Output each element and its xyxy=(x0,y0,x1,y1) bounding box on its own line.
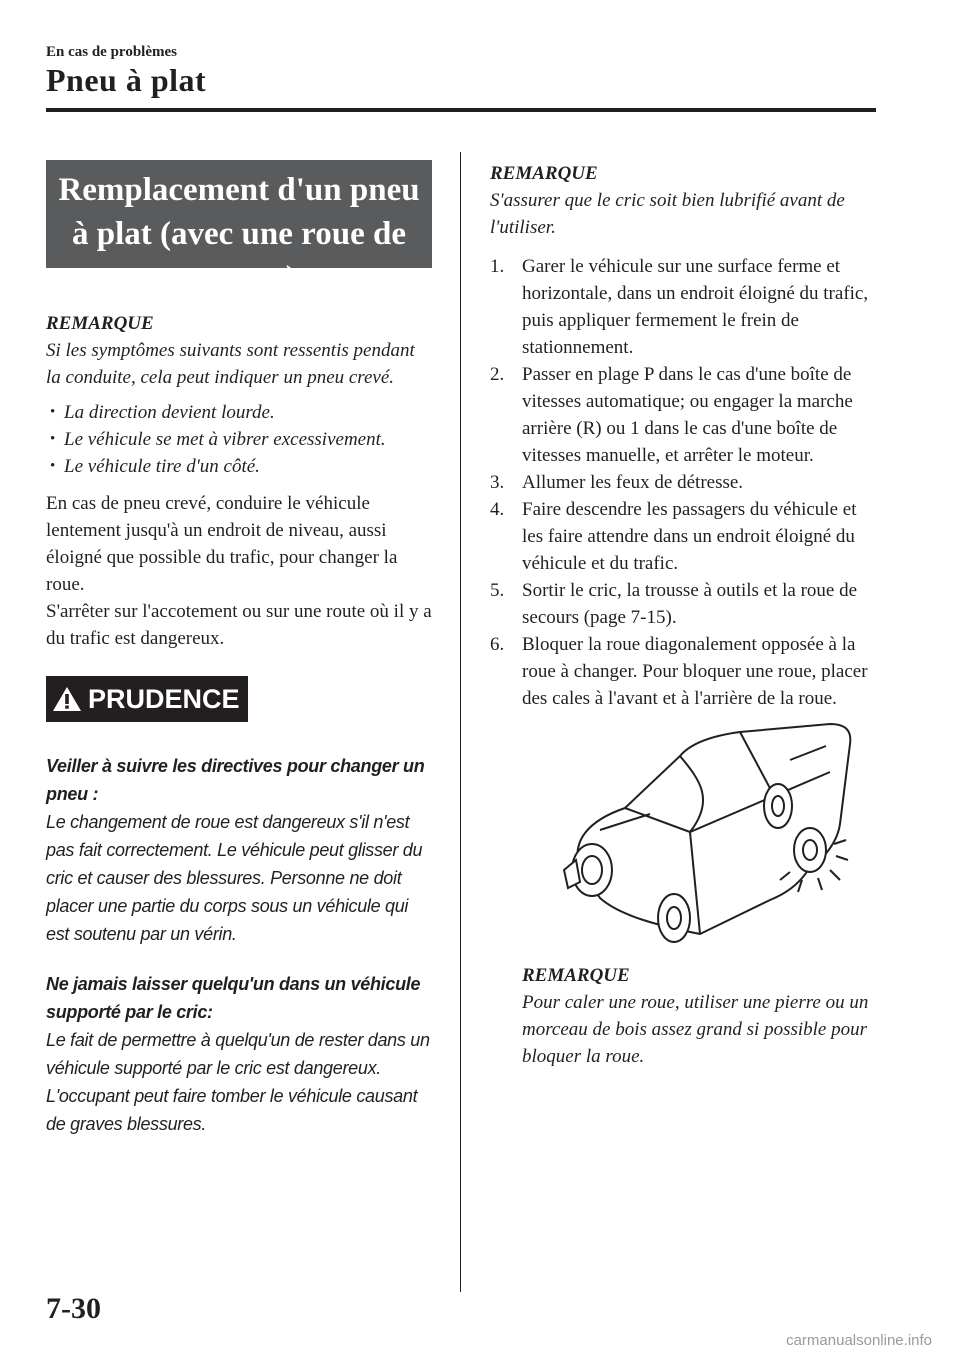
page-number: 7-30 xyxy=(46,1292,101,1325)
procedure-steps xyxy=(490,253,880,712)
note-text: Si les symptômes suivants sont ressentis pendant la conduite, cela peut indiquer un pneu crevé. xyxy=(46,340,415,388)
step-number: 2. xyxy=(490,364,505,385)
section-heading-line: à plat (avec une roue de xyxy=(72,216,406,252)
header-divider xyxy=(46,108,876,112)
step-number: 4. xyxy=(490,499,505,520)
step-text: Sortir le cric, la trousse à outils et la roue de secours (page 7-15). xyxy=(522,580,858,628)
step-item xyxy=(490,631,880,712)
symptom-list xyxy=(46,399,432,480)
note-label: REMARQUE xyxy=(46,313,154,334)
step-number: 5. xyxy=(490,580,505,601)
list-item: • Le véhicule se met à vibrer excessivement. xyxy=(46,426,432,453)
caution-heading: Veiller à suivre les directives pour changer un pneu : xyxy=(46,756,425,804)
section-heading xyxy=(46,160,432,296)
step-number: 1. xyxy=(490,256,505,277)
wheel-chock-illustration xyxy=(540,720,870,946)
column-divider xyxy=(460,152,461,1292)
warning-icon xyxy=(52,685,82,713)
right-column xyxy=(490,160,880,1070)
step-item xyxy=(490,253,880,361)
watermark: carmanualsonline.info xyxy=(786,1332,932,1349)
page-title: Pneu à plat xyxy=(46,62,207,98)
caution-text: Le fait de permettre à quelqu'un de rester dans un véhicule supporté par le cric est dangereux. L'occupant peut faire tomber le véhicule causant de graves blessures. xyxy=(46,1030,430,1134)
step-text: Allumer les feux de détresse. xyxy=(522,472,744,493)
section-label: En cas de problèmes xyxy=(46,44,177,60)
step-item xyxy=(490,577,880,631)
step-number: 6. xyxy=(490,634,505,655)
note-label: REMARQUE xyxy=(522,965,630,986)
step-text: Garer le véhicule sur une surface ferme et horizontale, dans un endroit éloigné du trafic, puis appliquer fermement le frein de stationnement. xyxy=(522,256,869,358)
caution-badge xyxy=(46,676,248,722)
step-text: Bloquer la roue diagonalement opposée à la roue à changer. Pour bloquer une roue, placer des cales à l'avant et à l'arrière de la roue. xyxy=(522,634,868,709)
caution-text: Le changement de roue est dangereux s'il n'est pas fait correctement. Le véhicule peut glisser du cric et causer des blessures. Personne ne doit placer une partie du corps sous un véhicule qui est soutenu par un vérin. xyxy=(46,812,423,944)
section-heading-line: secours) xyxy=(181,260,297,296)
note-text: S'assurer que le cric soit bien lubrifié avant de l'utiliser. xyxy=(490,190,845,238)
caution-heading: Ne jamais laisser quelqu'un dans un véhicule supporté par le cric: xyxy=(46,974,421,1022)
section-heading-line: Remplacement d'un pneu xyxy=(58,172,420,208)
body-paragraph: S'arrêter sur l'accotement ou sur une route où il y a du trafic est dangereux. xyxy=(46,601,432,649)
list-item: • Le véhicule tire d'un côté. xyxy=(46,453,432,480)
list-item: • La direction devient lourde. xyxy=(46,399,432,426)
step-item xyxy=(490,469,880,496)
caution-label: PRUDENCE xyxy=(88,683,240,714)
step-text: Passer en plage P dans le cas d'une boîte de vitesses automatique; ou engager la marche arrière (R) ou 1 dans le cas d'une boîte de vitesses manuelle, et arrêter le moteur. xyxy=(522,364,853,466)
step-text: Faire descendre les passagers du véhicule et les faire attendre dans un endroit éloigné du véhicule et du trafic. xyxy=(522,499,857,574)
step-item xyxy=(490,496,880,577)
note-text: Pour caler une roue, utiliser une pierre ou un morceau de bois assez grand si possible pour bloquer la roue. xyxy=(522,992,869,1067)
step-item xyxy=(490,361,880,469)
note-label: REMARQUE xyxy=(490,163,598,184)
body-paragraph: En cas de pneu crevé, conduire le véhicule lentement jusqu'à un endroit de niveau, aussi éloigné que possible du trafic, pour changer la roue. xyxy=(46,493,398,595)
step-number: 3. xyxy=(490,472,505,493)
left-column xyxy=(46,160,432,1138)
